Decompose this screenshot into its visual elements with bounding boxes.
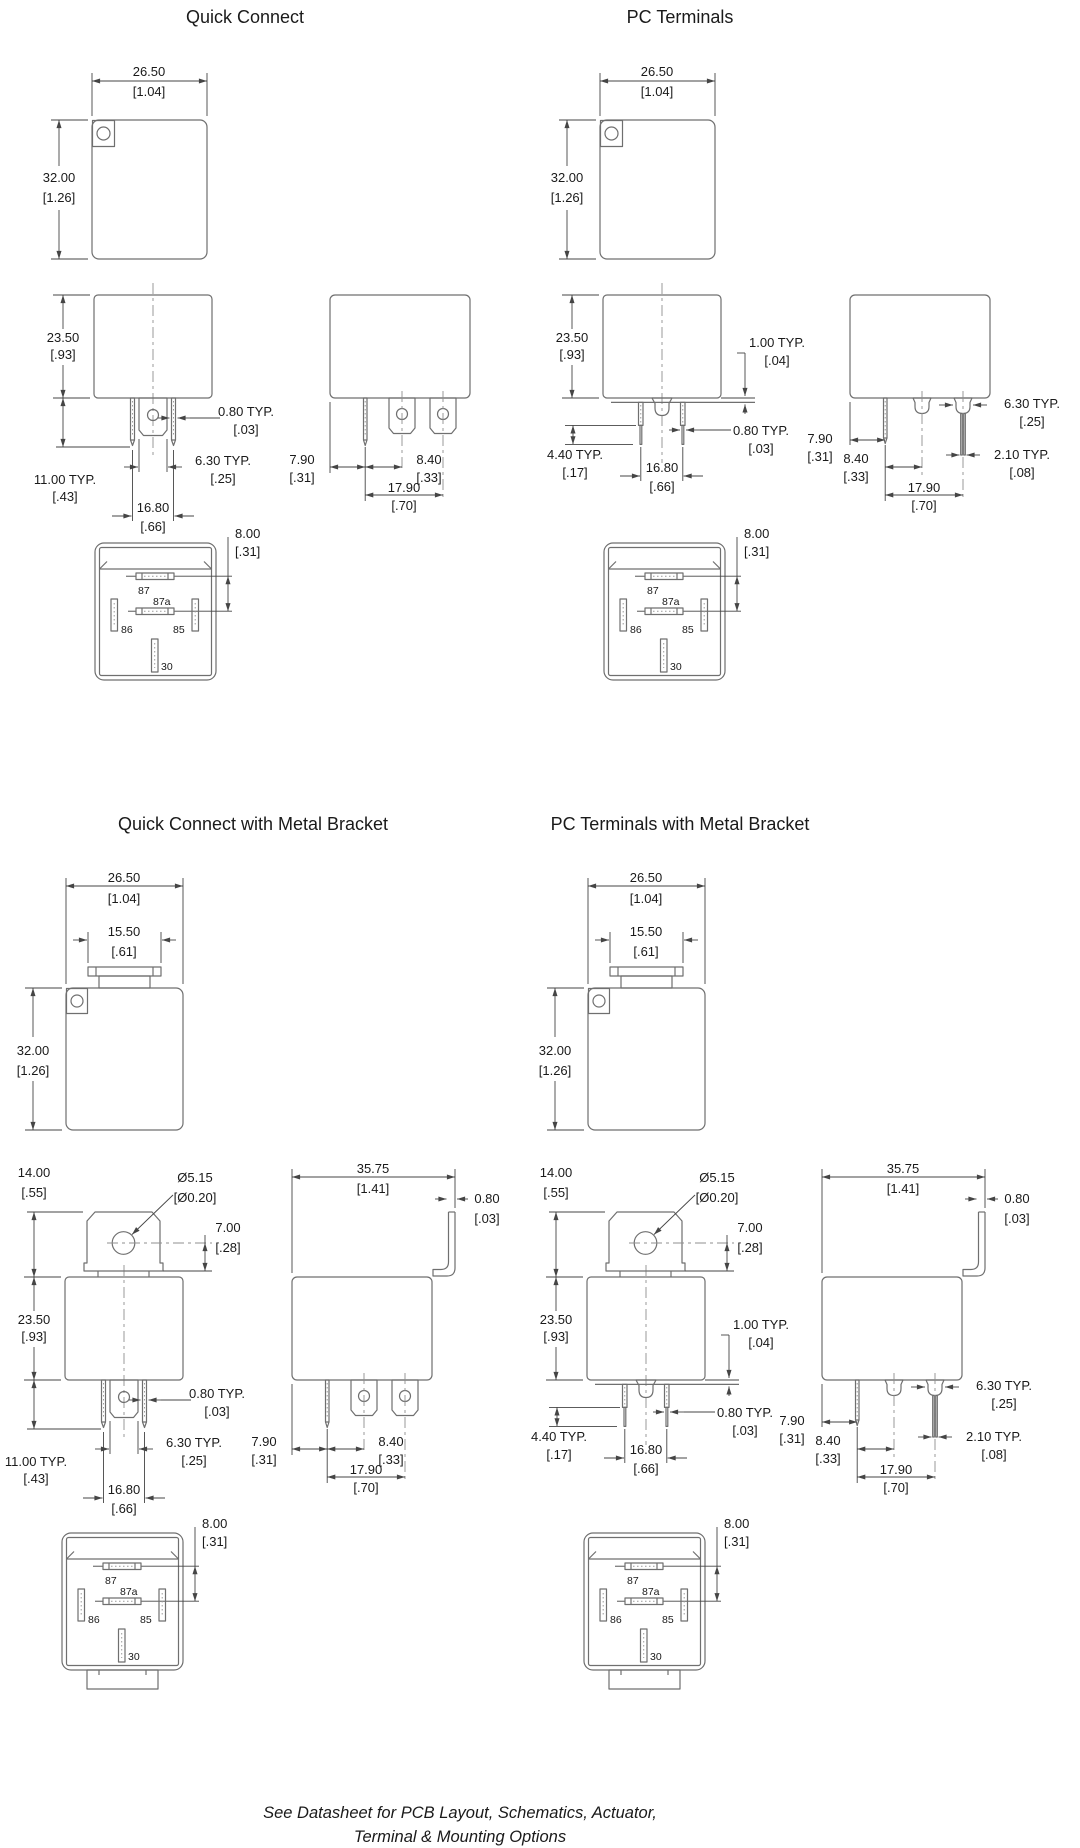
- dim-blade-width-in: [.25]: [210, 471, 236, 486]
- dim-height-in: [1.26]: [538, 1063, 572, 1078]
- dim-side-span-mm: 17.90: [349, 1462, 383, 1477]
- top-view-drawing: [25, 878, 183, 1130]
- dim-height-in: [1.26]: [42, 190, 76, 205]
- pin-label-86: 86: [121, 624, 133, 636]
- dim-height-in: [1.26]: [550, 190, 584, 205]
- dim-standoff-mm: 1.00 TYP.: [733, 1317, 789, 1332]
- qc-bottom-view: [95, 526, 260, 680]
- bottom-view-drawing: [584, 1527, 721, 1689]
- pin-label-87: 87: [627, 1575, 639, 1587]
- dim-standoff-in: [.04]: [764, 353, 790, 368]
- dim-side-pitch-mm: 8.40: [416, 452, 442, 467]
- dim-body-height-mm: 23.50: [555, 330, 589, 345]
- dim-slot-in: [.61]: [111, 944, 137, 959]
- dim-pin-thickness-in: [.03]: [233, 422, 259, 437]
- dim-width-mm: 26.50: [132, 64, 166, 79]
- qcb-bottom-view: [62, 1516, 227, 1689]
- dim-hole-dia-mm: Ø5.15: [177, 1170, 213, 1185]
- dim-row-gap-in: [.31]: [235, 544, 261, 559]
- dim-bracket-thk-mm: 0.80: [474, 1191, 500, 1206]
- dim-body-height-in: [.93]: [50, 347, 76, 362]
- pin-label-86: 86: [610, 1614, 622, 1626]
- dim-pin-span-mm: 16.80: [136, 500, 170, 515]
- dim-body-height-in: [.93]: [21, 1329, 47, 1344]
- dim-pin-thickness-mm: 0.80 TYP.: [218, 404, 274, 419]
- dim-lead-pair-mm: 2.10 TYP.: [966, 1429, 1022, 1444]
- dim-bracket-width-in: [1.41]: [356, 1181, 390, 1196]
- dim-width-mm: 26.50: [640, 64, 674, 79]
- dim-lead-length-mm: 4.40 TYP.: [531, 1429, 587, 1444]
- dim-body-height-in: [.93]: [559, 347, 585, 362]
- dim-row-gap-mm: 8.00: [724, 1516, 750, 1531]
- dim-side-span-mm: 17.90: [387, 480, 421, 495]
- dim-row-gap-mm: 8.00: [744, 526, 770, 541]
- pin-label-87: 87: [138, 585, 150, 597]
- pcb-side-view: [779, 1161, 1032, 1495]
- dim-row-gap-in: [.31]: [724, 1534, 750, 1549]
- dim-bracket-width-in: [1.41]: [886, 1181, 920, 1196]
- dim-body-height-mm: 23.50: [17, 1312, 51, 1327]
- dim-lead-pair-in: [.08]: [981, 1447, 1007, 1462]
- qc-front-view: [34, 283, 274, 534]
- top-view-drawing: [559, 73, 715, 259]
- dim-pin-length-mm: 11.00 TYP.: [33, 472, 97, 487]
- dim-width-mm: 26.50: [629, 870, 663, 885]
- section-title-qc-bracket: Quick Connect with Metal Bracket: [117, 814, 389, 834]
- dim-hole-height-in: [.28]: [737, 1240, 763, 1255]
- dim-width-in: [1.04]: [629, 891, 663, 906]
- dim-tab-width-in: [.25]: [991, 1396, 1017, 1411]
- dim-lead-pair-in: [.08]: [1009, 465, 1035, 480]
- dim-width-in: [1.04]: [132, 84, 166, 99]
- dim-bracket-height-mm: 14.00: [539, 1165, 573, 1180]
- dim-row-gap-mm: 8.00: [235, 526, 261, 541]
- dim-side-span-in: [.70]: [883, 1480, 909, 1495]
- dim-side-pitch-in: [.33]: [815, 1451, 841, 1466]
- dim-blade-width-mm: 6.30 TYP.: [166, 1435, 222, 1450]
- dim-slot-mm: 15.50: [629, 924, 663, 939]
- dim-hole-dia-mm: Ø5.15: [699, 1170, 735, 1185]
- section-title-pc-bracket: PC Terminals with Metal Bracket: [550, 814, 810, 834]
- pcb-top-view: [539, 870, 705, 1130]
- dim-height-mm: 32.00: [538, 1043, 572, 1058]
- pc-side-view: [807, 295, 1060, 513]
- dim-side-offset-in: [.31]: [251, 1452, 277, 1467]
- pin-label-87a: 87a: [662, 596, 680, 608]
- pin-label-87a: 87a: [120, 1586, 138, 1598]
- dim-side-span-mm: 17.90: [907, 480, 941, 495]
- pin-label-87a: 87a: [153, 596, 171, 608]
- dim-bracket-width-mm: 35.75: [886, 1161, 920, 1176]
- pin-label-86: 86: [630, 624, 642, 636]
- dim-side-span-in: [.70]: [911, 498, 937, 513]
- dim-slot-in: [.61]: [633, 944, 659, 959]
- dim-side-offset-in: [.31]: [289, 470, 315, 485]
- dim-hole-height-mm: 7.00: [737, 1220, 763, 1235]
- dim-tab-width-mm: 6.30 TYP.: [1004, 396, 1060, 411]
- dim-pin-length-in: [.43]: [23, 1471, 49, 1486]
- side-view-drawing: [822, 1277, 962, 1483]
- dim-bracket-width-mm: 35.75: [356, 1161, 390, 1176]
- qcb-side-view: [251, 1161, 499, 1495]
- pin-label-87: 87: [647, 585, 659, 597]
- pin-label-30: 30: [161, 661, 173, 673]
- dim-lead-length-in: [.17]: [562, 465, 588, 480]
- dim-height-mm: 32.00: [16, 1043, 50, 1058]
- dim-side-pitch-in: [.33]: [416, 470, 442, 485]
- dim-side-pitch-in: [.33]: [378, 1452, 404, 1467]
- pc-bottom-view: [604, 526, 769, 680]
- dim-pin-thickness-mm: 0.80 TYP.: [733, 423, 789, 438]
- pin-label-87a: 87a: [642, 1586, 660, 1598]
- bracket-drawing: [549, 1195, 734, 1277]
- dim-side-pitch-mm: 8.40: [815, 1433, 841, 1448]
- dim-side-offset-in: [.31]: [807, 449, 833, 464]
- dim-tab-width-mm: 6.30 TYP.: [976, 1378, 1032, 1393]
- dim-bracket-height-in: [.55]: [21, 1185, 47, 1200]
- bottom-view-drawing: [604, 537, 741, 680]
- dim-row-gap-in: [.31]: [202, 1534, 228, 1549]
- pin-label-85: 85: [140, 1614, 152, 1626]
- section-title-pc-terminals: PC Terminals: [626, 7, 734, 27]
- pc-front-view: [547, 283, 805, 494]
- dim-bracket-height-mm: 14.00: [17, 1165, 51, 1180]
- dim-bracket-thk-in: [.03]: [1004, 1211, 1030, 1226]
- dim-pin-thickness-mm: 0.80 TYP.: [189, 1386, 245, 1401]
- qc-side-view: [289, 295, 470, 513]
- dim-hole-height-mm: 7.00: [215, 1220, 241, 1235]
- pcb-front-view: [531, 1165, 789, 1476]
- dim-side-offset-mm: 7.90: [779, 1413, 805, 1428]
- pc-top-view: [551, 64, 715, 259]
- dim-hole-height-in: [.28]: [215, 1240, 241, 1255]
- dim-side-span-in: [.70]: [391, 498, 417, 513]
- dim-side-offset-mm: 7.90: [251, 1434, 277, 1449]
- top-view-drawing: [547, 878, 705, 1130]
- dim-hole-dia-in: [Ø0.20]: [695, 1190, 739, 1205]
- dim-pin-thickness-in: [.03]: [732, 1423, 758, 1438]
- dim-slot-mm: 15.50: [107, 924, 141, 939]
- dim-pin-span-mm: 16.80: [107, 1482, 141, 1497]
- dim-height-in: [1.26]: [16, 1063, 50, 1078]
- dim-pin-length-in: [.43]: [52, 489, 78, 504]
- pin-label-30: 30: [670, 661, 682, 673]
- dim-side-span-mm: 17.90: [879, 1462, 913, 1477]
- qc-top-view: [43, 64, 207, 259]
- side-view-drawing: [292, 1277, 432, 1483]
- dim-row-gap-in: [.31]: [744, 544, 770, 559]
- qcb-top-view: [17, 870, 183, 1130]
- bottom-view-drawing: [95, 537, 232, 680]
- dim-bracket-thk-mm: 0.80: [1004, 1191, 1030, 1206]
- pin-label-30: 30: [650, 1651, 662, 1663]
- dim-side-pitch-mm: 8.40: [378, 1434, 404, 1449]
- dim-body-height-mm: 23.50: [46, 330, 80, 345]
- dim-tab-width-in: [.25]: [1019, 414, 1045, 429]
- dim-pin-span-mm: 16.80: [645, 460, 679, 475]
- dim-bracket-height-in: [.55]: [543, 1185, 569, 1200]
- dim-width-in: [1.04]: [107, 891, 141, 906]
- dim-side-offset-in: [.31]: [779, 1431, 805, 1446]
- dim-width-mm: 26.50: [107, 870, 141, 885]
- side-view-drawing: [850, 295, 990, 501]
- dim-pin-span-in: [.66]: [140, 519, 166, 534]
- dim-side-pitch-in: [.33]: [843, 469, 869, 484]
- dim-standoff-mm: 1.00 TYP.: [749, 335, 805, 350]
- dim-pin-span-in: [.66]: [111, 1501, 137, 1516]
- dim-pin-span-in: [.66]: [649, 479, 675, 494]
- dim-pin-thickness-in: [.03]: [748, 441, 774, 456]
- pin-label-87: 87: [105, 1575, 117, 1587]
- dim-side-offset-mm: 7.90: [807, 431, 833, 446]
- bracket-drawing: [27, 1195, 212, 1277]
- dim-blade-width-mm: 6.30 TYP.: [195, 453, 251, 468]
- dim-pin-span-in: [.66]: [633, 1461, 659, 1476]
- pin-label-85: 85: [662, 1614, 674, 1626]
- dim-side-offset-mm: 7.90: [289, 452, 315, 467]
- dim-bracket-thk-in: [.03]: [474, 1211, 500, 1226]
- pin-label-30: 30: [128, 1651, 140, 1663]
- dim-pin-span-mm: 16.80: [629, 1442, 663, 1457]
- dim-pin-length-mm: 11.00 TYP.: [4, 1454, 68, 1469]
- dim-body-height-mm: 23.50: [539, 1312, 573, 1327]
- pin-label-85: 85: [682, 624, 694, 636]
- dim-lead-pair-mm: 2.10 TYP.: [994, 447, 1050, 462]
- dim-width-in: [1.04]: [640, 84, 674, 99]
- footer-note-line2: Terminal & Mounting Options: [353, 1828, 567, 1846]
- dim-hole-dia-in: [Ø0.20]: [173, 1190, 217, 1205]
- dim-height-mm: 32.00: [550, 170, 584, 185]
- dim-side-pitch-mm: 8.40: [843, 451, 869, 466]
- side-view-drawing: [330, 295, 470, 501]
- top-view-drawing: [51, 73, 207, 259]
- dim-pin-thickness-mm: 0.80 TYP.: [717, 1405, 773, 1420]
- dim-lead-length-mm: 4.40 TYP.: [547, 447, 603, 462]
- pin-label-85: 85: [173, 624, 185, 636]
- dim-blade-width-in: [.25]: [181, 1453, 207, 1468]
- dim-standoff-in: [.04]: [748, 1335, 774, 1350]
- dim-side-span-in: [.70]: [353, 1480, 379, 1495]
- dim-pin-thickness-in: [.03]: [204, 1404, 230, 1419]
- pin-label-86: 86: [88, 1614, 100, 1626]
- dim-row-gap-mm: 8.00: [202, 1516, 228, 1531]
- section-title-quick-connect: Quick Connect: [185, 7, 305, 27]
- qcb-front-view: [5, 1165, 245, 1516]
- dim-body-height-in: [.93]: [543, 1329, 569, 1344]
- footer-note-line1: See Datasheet for PCB Layout, Schematics, Actuator,: [263, 1804, 657, 1822]
- pcb-bottom-view: [584, 1516, 749, 1689]
- bottom-view-drawing: [62, 1527, 199, 1689]
- dim-lead-length-in: [.17]: [546, 1447, 572, 1462]
- dim-height-mm: 32.00: [42, 170, 76, 185]
